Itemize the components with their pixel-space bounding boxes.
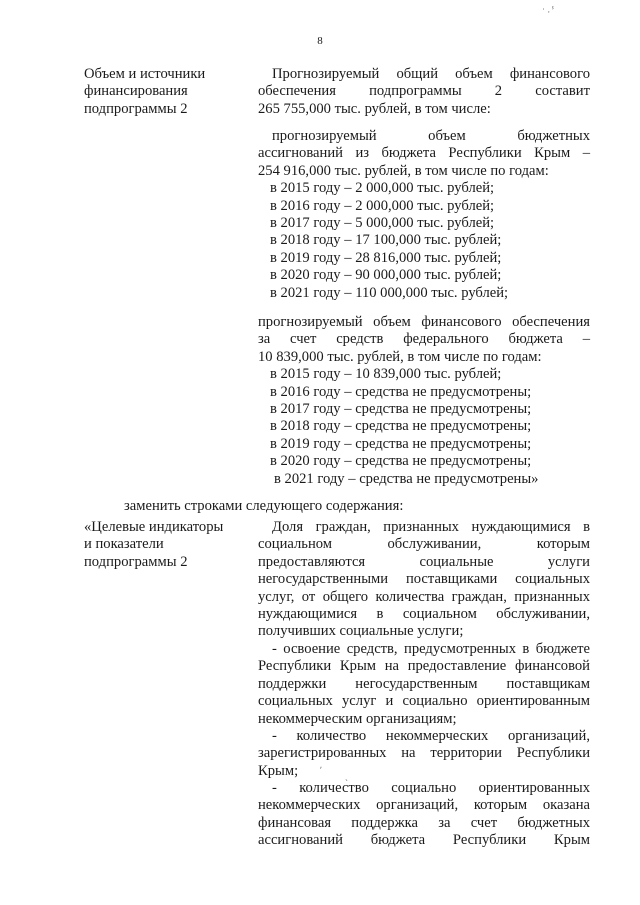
federal-year: в 2020 году – средства не предусмотрены; [270, 453, 532, 470]
budget-year: в 2018 году – 17 100,000 тыс. рублей; [270, 232, 502, 249]
budget-year: в 2017 году – 5 000,000 тыс. рублей; [270, 215, 495, 232]
scan-mark: ˙ ·ⸯ [542, 7, 556, 17]
federal-year: в 2021 году – средства не предусмотрены» [274, 470, 539, 487]
budget-year: в 2019 году – 28 816,000 тыс. рублей; [270, 249, 502, 266]
indicator-2: - освоение средств, предусмотренных в бюджете Республики Крым на предоставление финансовой поддержки негосударственным поставщикам социальных услуг и социально ориентированным некоммерческим организациям; [258, 641, 590, 727]
federal-year: в 2016 году – средства не предусмотрены; [270, 383, 532, 400]
indicator-4: - количество социально ориентированных некоммерческих организаций, которым оказана финансовая поддержка за счет бюджетных ассигнований бюджета Республики Крым [258, 780, 590, 849]
scan-mark: ʹ [320, 765, 322, 775]
indicator-1: Доля граждан, признанных нуждающимися в социальном обслуживании, которым предоставляются социальные услуги негосударственными поставщиками социальных услуг, от общего количества граждан, признанных нуждающимися в социальном обслуживании, получивших социальные услуги; [258, 519, 590, 640]
federal-year: в 2015 году – 10 839,000 тыс. рублей; [270, 366, 502, 383]
budget-year: в 2016 году – 2 000,000 тыс. рублей; [270, 197, 495, 214]
budget-year: в 2020 году – 90 000,000 тыс. рублей; [270, 267, 502, 284]
budget-year: в 2021 году – 110 000,000 тыс. рублей; [270, 284, 509, 301]
federal-year: в 2019 году – средства не предусмотрены; [270, 435, 532, 452]
scan-mark: ˎ [345, 771, 348, 781]
financing-label: Объем и источники финансирования подпрограммы 2 [84, 66, 206, 117]
page-number: 8 [317, 35, 323, 47]
budget-allocations: прогнозируемый объем бюджетных ассигнований из бюджета Республики Крым – 254 916,000 тыс. рублей, в том числе по годам: в 2015 году – 2 000,000 тыс. рублей; в 2016 году – 2 000,000 тыс. рублей; в 2017 году – 5 000,000 тыс. рублей; в 2018 году – 17 100,000 тыс. рублей; в 2019 году – 28 816,000 тыс. рублей; в 2020 году – 90 000,000 тыс. рублей; в 2021 году – 110 000,000 тыс. рублей; [258, 128, 590, 301]
budget-year: в 2015 году – 2 000,000 тыс. рублей; [270, 180, 495, 197]
financing-intro: Прогнозируемый общий объем финансового обеспечения подпрограммы 2 составит 265 755,000 тыс. рублей, в том числе: [258, 66, 590, 117]
replace-instruction: заменить строками следующего содержания: [124, 498, 404, 514]
federal-year: в 2017 году – средства не предусмотрены; [270, 401, 532, 418]
federal-financing: прогнозируемый объем финансового обеспечения за счет средств федерального бюджета – 10 839,000 тыс. рублей, в том числе по годам: в 2015 году – 10 839,000 тыс. рублей; в 2016 году – средства не предусмотрены; в 2017 году – средства не предусмотрены; в 2018 году – средства не предусмотрены; в 2019 году – средства не предусмотрены; в 2020 году – средства не предусмотрены; в 2021 году – средства не предусмотрены» [258, 314, 590, 487]
indicator-3: - количество некоммерческих организаций, зарегистрированных на территории Республики Крым; [258, 728, 590, 779]
federal-year: в 2018 году – средства не предусмотрены; [270, 418, 532, 435]
indicators-label: «Целевые индикаторы и показатели подпрограммы 2 [84, 519, 224, 570]
